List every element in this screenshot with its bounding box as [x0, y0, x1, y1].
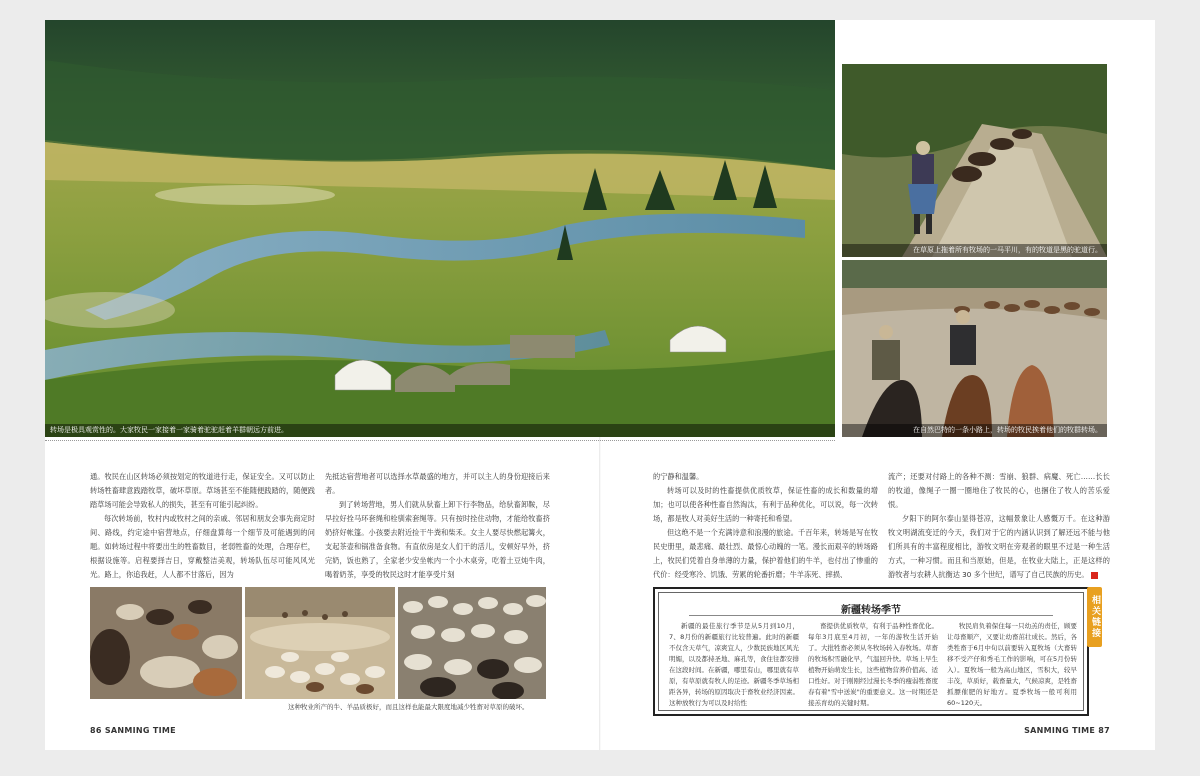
- box-col3-text: 牧民肩负着保住每一只幼羔的责任，顾要让母畜顺产，又要让幼畜茁壮成长。然后，各类牲畜于6月中旬以前要转入夏牧场（大畜转移不受产仔和秀毛工作的影响，可在5月份转入）。夏牧场一般为高山地区，雪积大，较早丰茂，草质好，载畜量大，气候凉爽，是牲畜抓膘催肥的好地方。夏季牧场一般可利用60~120天。: [947, 622, 1077, 707]
- box-col2-text: 畜提供优质牧草，有利于品种性畜优化。每年3月底至4月初，一年的游牧生活开始了。大批牲畜必须从冬牧场转入春牧场。草畜的牧场积雪融化早，气温回升快。草场上早生植物开始萌发生长，这些植物营养价值高、适口性好。对于刚刚经过漫长冬季的瘦弱牲畜度春有着"雪中送炭"的重要意义。这一时期还是接羔育幼的关键时期。: [808, 622, 938, 707]
- right-top-caption: 在草原上拖着所有牧场的一马平川，有的牧道是黑的驼道行。: [842, 244, 1107, 257]
- main-photo-caption: 转场是极具观赏性的。大家牧民一家接着一家骑着驼驼赶着羊群朝远方前进。: [45, 424, 835, 437]
- folio-right: SANMING TIME 87: [1024, 726, 1110, 735]
- right-top-photo: [842, 64, 1107, 257]
- box-title: 新疆转场季节: [841, 605, 901, 616]
- text-column-4: [888, 470, 1110, 582]
- box-col1-text: 新疆的最佳旅行季节是从5月到10月，7、8月份的新疆旅行比较普遍。此时的新疆不仅含天草气，凉爽宜人，少数民族地区风光明媚，以及都持圣地、麻孔等，食住往都安排在这段时间。在新疆，哪里有山，哪里就有草原，有草原就有牧人的足迹。新疆冬季草场相距各异，转场的原因取决于畜牧业经济因素。这种放牧行为可以及时给性: [669, 622, 799, 707]
- related-links-tab: 相关链接: [1087, 587, 1102, 647]
- magazine-spread: [45, 20, 1155, 750]
- col2-paragraph: 到了转场营地，男人们就从驮畜上卸下行李物品，给驮畜卸鞍，尽早拉好拴马环套绳和栓驯索套绳等。只有按时拴住动物，才能给牧畜挤奶挤好帐篷。小孩要去附近捡干牛粪和柴禾。女主人要尽快燃起篝火，支起茶壶和锅准备食物。有直依房是女人们干的活儿，安顿好早外，挤完奶，饭也熟了，全家老少安坐帐内一个小木桌旁，吃着土豆炖牛肉，喝着奶茶，享受的牧民这时才能享受片刻: [325, 500, 550, 579]
- col3-paragraph: 但这绝不是一个充满诗意和浪漫的旅途。千百年来，转场是写在牧民史册里，最悲痛、最壮烈、最惊心动魄的一笔。漫长而艰辛的转场路上，牧民们凭着自身单薄的力量，保护着他们的牛羊，也付出了惨重的代价：经受寒冷、饥饿、劳累的轮番折磨；牛羊冻死、摔损、: [653, 528, 878, 579]
- right-middle-caption: 在自然巴特的一条小路上，转场的牧民挨着他们的牧群转场。: [842, 424, 1107, 437]
- related-links-box: [653, 587, 1089, 716]
- photo-divider-rule: [45, 440, 835, 441]
- box-title-rule: [689, 615, 1053, 616]
- strip-caption: 这种牧业所产的牛、羊品质极好，而且这样也能最大限度地减少牲畜对草原的破坏。: [288, 703, 529, 711]
- col2-paragraph: 先抵达宿营地者可以选择水草最盛的地方，并可以主人的身份迎接后来者。: [325, 472, 550, 495]
- col4-paragraph: 流产；还要对付路上的各种不测：雪崩、狼群、病魔、死亡……长长的牧道，像绳子一圈一圈地住了牧民的心，也捆住了牧人的苦乐爱恨。: [888, 472, 1110, 509]
- col1-paragraph: 通。牧民在山区转场必须按划定的牧道进行走，保证安全。又可以防止转场牲畜肆意践踏牧草，破坏草原。草场甚至不能随便践踏的，随便践踏草场可能会导致私人的损失，甚至有可能引起纠纷。: [90, 472, 315, 509]
- strip-photo-sheep-flock: [398, 587, 546, 699]
- strip-photo-cattle: [90, 587, 242, 699]
- col4-paragraph: [888, 512, 1110, 582]
- box-column-2: [808, 621, 938, 709]
- folio-left: 86 SANMING TIME: [90, 726, 176, 735]
- box-column-3: [947, 621, 1077, 709]
- col3-paragraph: 的宁静和温馨。: [653, 472, 704, 481]
- col1-paragraph: 每次转场前，牧村内或牧村之间的亲戚、邻居和朋友会事先商定时间、路线，约定途中宿营地点，仔细盘算每一个细节及可能遇到的问题。如转场过程中将要出生的牲畜数目，老弱牲畜的处理，合理存栏，根据设施等。启程要择吉日，穿戴整洁美观，转场队伍尽可能风风光光。路上，你追我赶，人人都不甘落后，因为: [90, 514, 315, 579]
- right-middle-photo: [842, 260, 1107, 437]
- col4-paragraph-text: 夕阳下的阿尔泰山显得苍凉，这幅景象让人感慨万千。在这种游牧文明湖流变迁的今天，我们对于它的内涵认识到了解还远不能与他们所具有的丰富程度相比，游牧文明在旁观者的眼里不过是一种生活方式，一种习惯。而且和当原始，但是，在牧业大陆上，正是这样的游牧者与农耕人抗衡达 30 多个世纪，谱写了自己民族的历史。: [888, 514, 1110, 579]
- text-column-2: [325, 470, 550, 582]
- col3-paragraph: 转场可以及时的性畜提供优质牧草，保证性畜的成长和数量的增加；也可以使各种性畜自然淘汰，有利于品种优化，可以说，每一次转场，都是牧人对美好生活的一种寄托和希望。: [653, 486, 878, 523]
- strip-photo-sheep-dust: [245, 587, 395, 699]
- end-mark-icon: [1091, 572, 1098, 579]
- box-inner-frame: [658, 592, 1084, 711]
- text-column-3: [653, 470, 878, 582]
- box-column-1: [669, 621, 799, 709]
- main-landscape-photo: [45, 20, 835, 437]
- text-column-1: [90, 470, 315, 582]
